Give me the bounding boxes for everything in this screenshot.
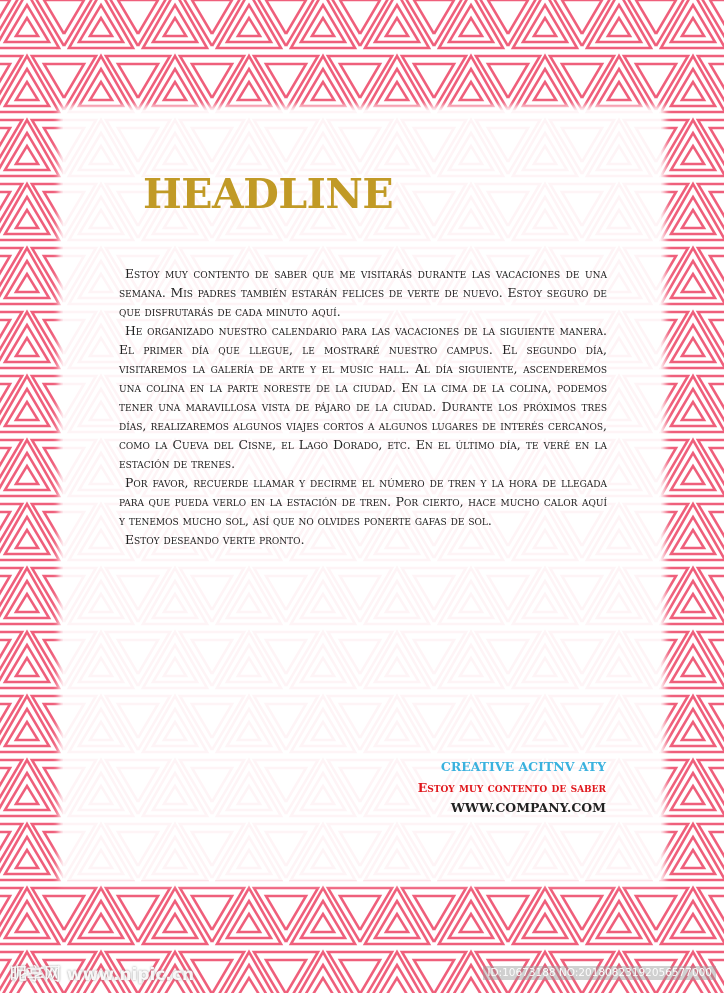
creative-label: CREATIVE ACITNV ATY [440, 759, 606, 774]
paragraph: Por favor, recuerde llamar y decirme el número de tren y la hora de llegada para que pueda verlo en la estación de tren. Por cierto, hace mucho calor aquí y tenemos mucho sol, así que no olvides ponerte gafas de sol. [119, 475, 607, 528]
paragraph: Estoy deseando verte pronto. [125, 532, 305, 547]
paragraph: Estoy muy contento de saber que me visitarás durante las vacaciones de una semana. Mis padres también estarán felices de verte de nuevo. Estoy seguro de que disfrutarás de cada minuto aquí. [119, 266, 607, 319]
tagline: Estoy muy contento de saber [417, 779, 606, 795]
watermark-id: ID:10673188 NO:20180823192056577000 [483, 966, 716, 980]
signature-block [418, 757, 606, 819]
website-link[interactable]: WWW.COMPANY.COM [450, 800, 606, 815]
headline: HEADLINE [143, 170, 394, 218]
paragraph: He organizado nuestro calendario para las vacaciones de la siguiente manera. El primer día que llegue, le mostraré nuestro campus. El segundo día, visitaremos la galería de arte y el music hall. Al día siguiente, ascenderemos una colina en la parte noreste de la ciudad. En la cima de la colina, podemos tener una maravillosa vista de pájaro de la ciudad. Durante los próximos tres días, realizaremos algunos viajes cortos a algunos lugares de interés cercanos, como la Cueva del Cisne, el Lago Dorado, etc. En el último día, te veré en la estación de trenes. [119, 323, 607, 471]
letter-body [119, 264, 607, 549]
watermark-logo: 昵享网 www.nipic.cn [10, 965, 195, 985]
